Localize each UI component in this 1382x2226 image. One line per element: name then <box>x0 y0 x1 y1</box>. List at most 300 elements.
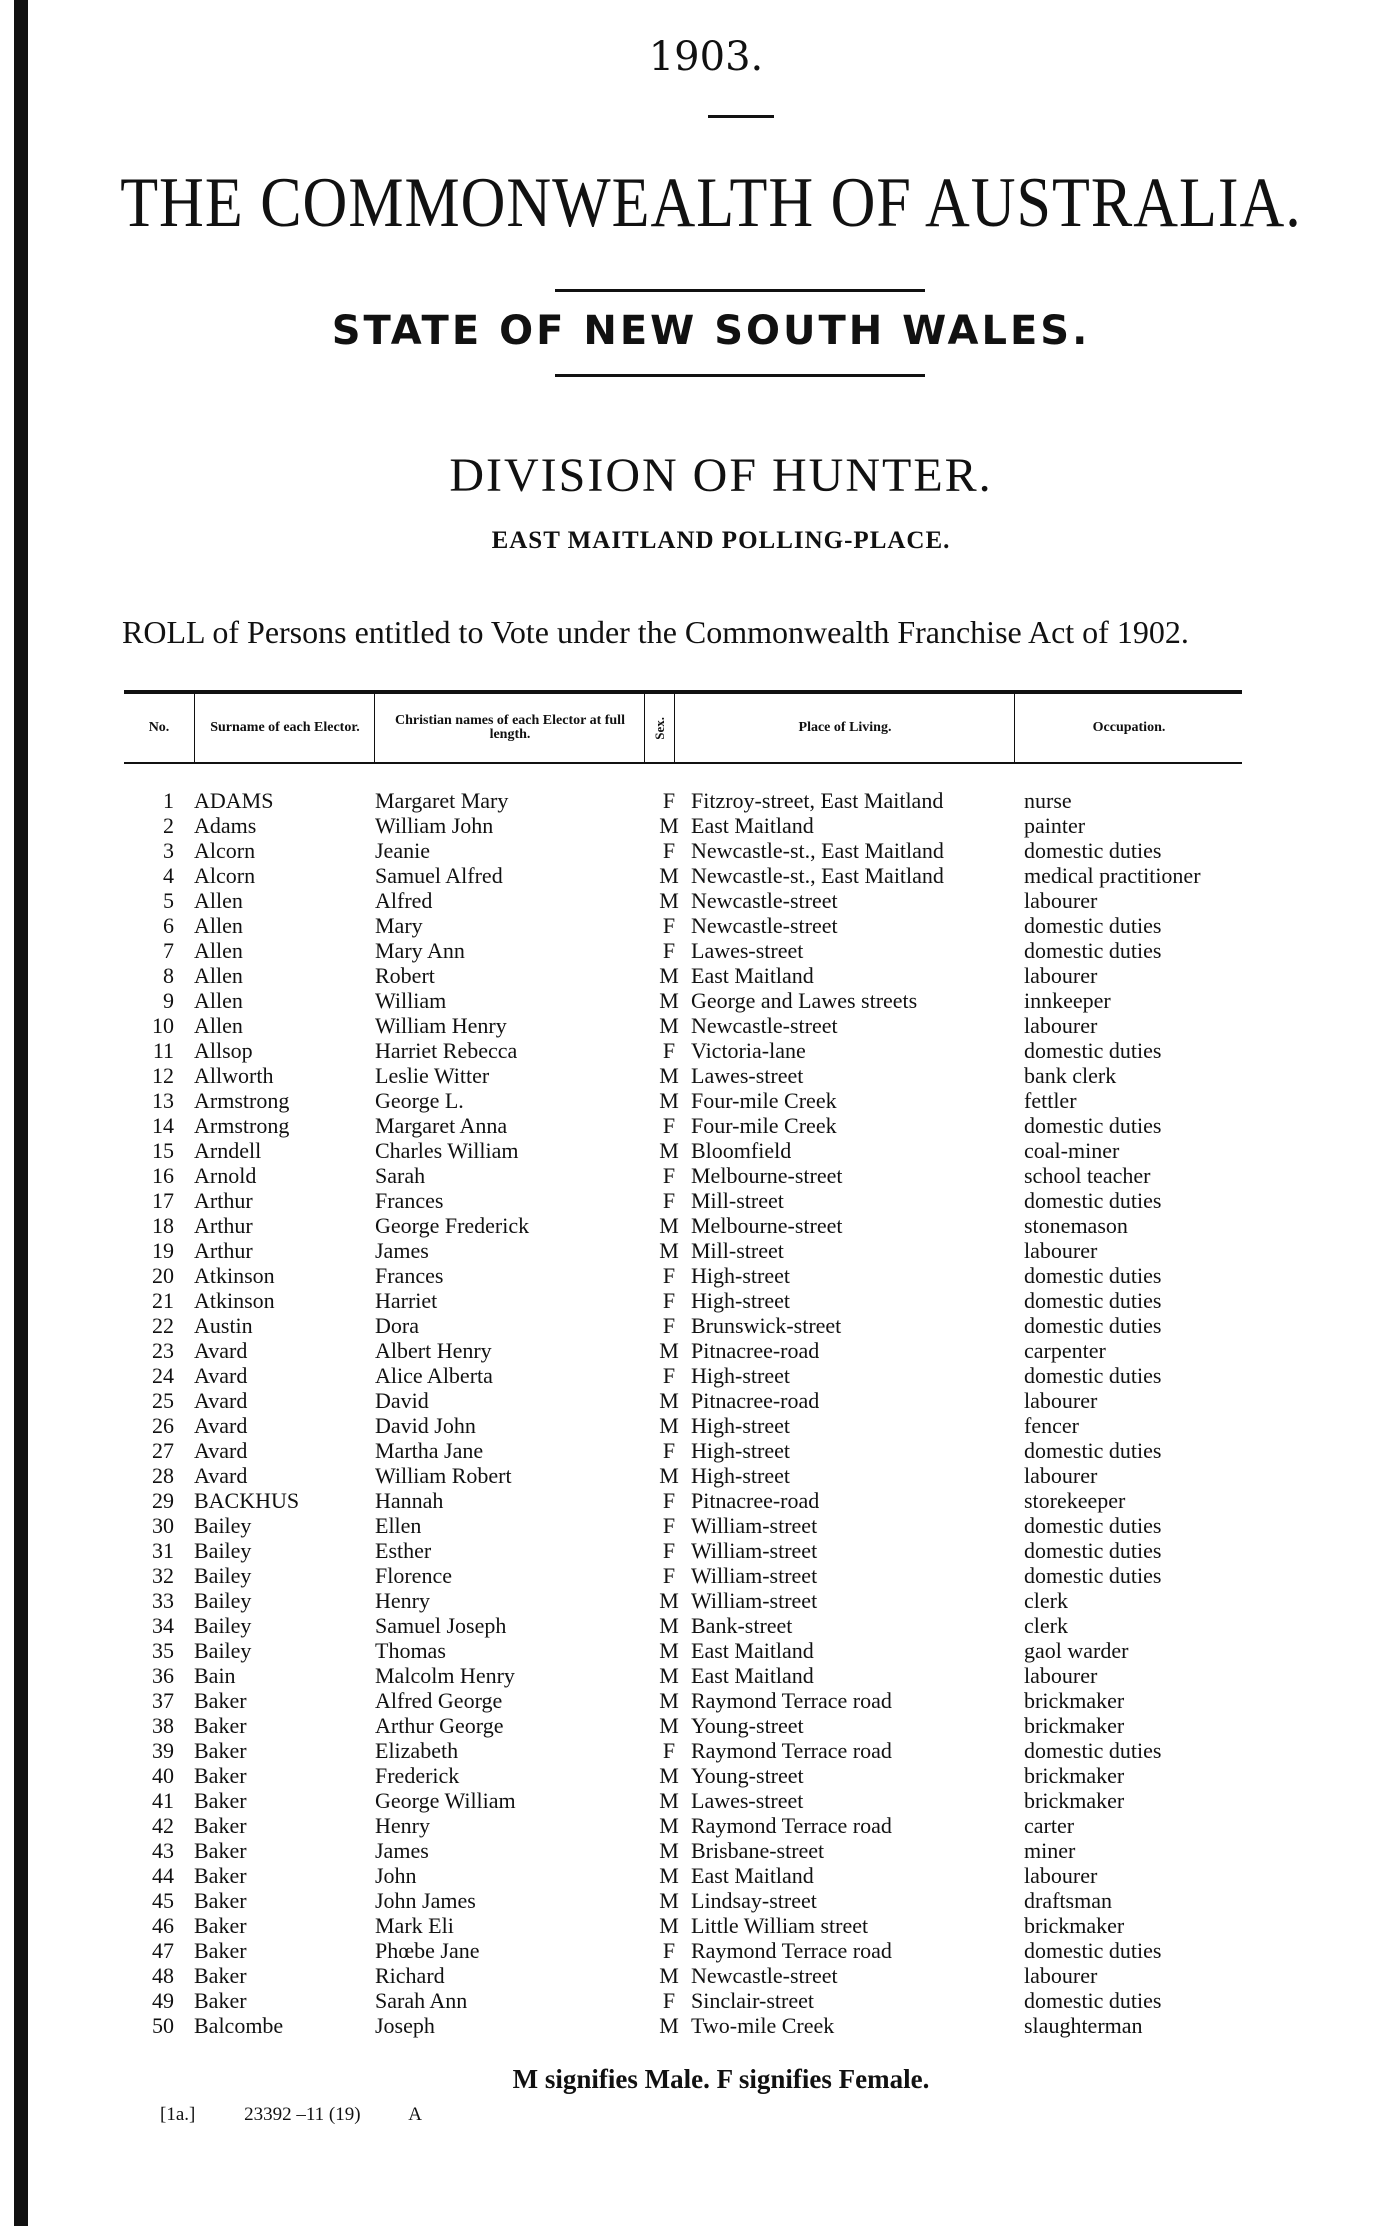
table-row <box>124 1263 1324 1288</box>
table-row <box>124 1663 1324 1688</box>
elector-christian-names: George William <box>375 1788 516 1813</box>
table-row <box>124 1488 1324 1513</box>
elector-place: Brunswick-street <box>691 1313 842 1338</box>
elector-place: Raymond Terrace road <box>691 1938 892 1963</box>
elector-christian-names: Mary <box>375 913 423 938</box>
elector-occupation: storekeeper <box>1024 1488 1126 1513</box>
elector-sex: M <box>659 1863 679 1888</box>
page-title: THE COMMONWEALTH OF AUSTRALIA. <box>120 163 1302 243</box>
elector-sex: F <box>662 1438 676 1463</box>
table-row <box>124 863 1324 888</box>
elector-occupation: clerk <box>1024 1613 1068 1638</box>
elector-occupation: miner <box>1024 1838 1076 1863</box>
elector-place: Bloomfield <box>691 1138 792 1163</box>
elector-surname: Allen <box>194 988 243 1013</box>
column-header-christian-names: Christian names of each Elector at full length. <box>374 694 645 762</box>
elector-christian-names: Joseph <box>375 2013 435 2038</box>
elector-number: 23 <box>152 1338 174 1363</box>
elector-occupation: domestic duties <box>1024 1263 1162 1288</box>
elector-number: 19 <box>152 1238 174 1263</box>
elector-sex: F <box>662 938 676 963</box>
elector-christian-names: George Frederick <box>375 1213 530 1238</box>
elector-christian-names: Jeanie <box>375 838 430 863</box>
elector-sex: F <box>662 1363 676 1388</box>
elector-place: East Maitland <box>691 813 814 838</box>
elector-place: Newcastle-street <box>691 1963 838 1988</box>
column-header-sex-cell <box>644 694 675 762</box>
elector-sex: M <box>659 1838 679 1863</box>
print-ref: [1a.] <box>160 2104 196 2125</box>
elector-sex: M <box>659 1963 679 1988</box>
elector-christian-names: Elizabeth <box>375 1738 459 1763</box>
elector-surname: Allen <box>194 888 243 913</box>
elector-surname: Arnold <box>194 1163 257 1188</box>
elector-occupation: school teacher <box>1024 1163 1151 1188</box>
elector-christian-names: William John <box>375 813 494 838</box>
elector-occupation: domestic duties <box>1024 1188 1162 1213</box>
elector-surname: Avard <box>194 1438 248 1463</box>
elector-place: Newcastle-st., East Maitland <box>691 838 944 863</box>
table-row <box>124 1713 1324 1738</box>
elector-occupation: domestic duties <box>1024 938 1162 963</box>
elector-surname: Bailey <box>194 1638 252 1663</box>
column-header-occupation: Occupation. <box>1014 694 1243 762</box>
elector-place: Bank-street <box>691 1613 793 1638</box>
table-row <box>124 963 1324 988</box>
elector-christian-names: Arthur George <box>375 1713 504 1738</box>
elector-christian-names: David <box>375 1388 429 1413</box>
elector-place: Young-street <box>691 1763 804 1788</box>
elector-surname: Bailey <box>194 1538 252 1563</box>
elector-sex: F <box>662 1938 676 1963</box>
elector-sex: M <box>659 1463 679 1488</box>
elector-sex: F <box>662 913 676 938</box>
elector-sex: F <box>662 838 676 863</box>
elector-surname: Allworth <box>194 1063 274 1088</box>
elector-place: William-street <box>691 1513 818 1538</box>
elector-occupation: coal-miner <box>1024 1138 1120 1163</box>
elector-sex: F <box>662 1288 676 1313</box>
elector-surname: Arthur <box>194 1238 253 1263</box>
elector-christian-names: John James <box>375 1888 476 1913</box>
table-row <box>124 1838 1324 1863</box>
table-row <box>124 1738 1324 1763</box>
sex-legend: M signifies Male. F signifies Female. <box>512 2064 930 2094</box>
elector-place: Pitnacree-road <box>691 1388 820 1413</box>
elector-christian-names: Samuel Joseph <box>375 1613 507 1638</box>
elector-surname: Baker <box>194 1988 247 2013</box>
elector-surname: Atkinson <box>194 1263 275 1288</box>
elector-place: Raymond Terrace road <box>691 1813 892 1838</box>
elector-christian-names: Henry <box>375 1588 430 1613</box>
elector-number: 36 <box>152 1663 174 1688</box>
elector-number: 41 <box>152 1788 174 1813</box>
elector-surname: Arndell <box>194 1138 262 1163</box>
elector-number: 16 <box>152 1163 174 1188</box>
elector-christian-names: Hannah <box>375 1488 444 1513</box>
elector-christian-names: Sarah Ann <box>375 1988 468 2013</box>
elector-surname: Adams <box>194 813 257 838</box>
elector-christian-names: David John <box>375 1413 476 1438</box>
elector-place: Two-mile Creek <box>691 2013 835 2038</box>
elector-place: Newcastle-street <box>691 888 838 913</box>
elector-number: 17 <box>152 1188 174 1213</box>
elector-place: Four-mile Creek <box>691 1113 837 1138</box>
elector-number: 34 <box>152 1613 174 1638</box>
elector-sex: M <box>659 1663 679 1688</box>
elector-surname: Baker <box>194 1788 247 1813</box>
elector-place: Pitnacree-road <box>691 1338 820 1363</box>
elector-number: 49 <box>152 1988 174 2013</box>
elector-sex: M <box>659 888 679 913</box>
elector-number: 9 <box>163 988 174 1013</box>
elector-occupation: fencer <box>1024 1413 1079 1438</box>
elector-christian-names: Harriet Rebecca <box>375 1038 518 1063</box>
elector-occupation: brickmaker <box>1024 1913 1125 1938</box>
table-row <box>124 1163 1324 1188</box>
elector-surname: BACKHUS <box>194 1488 300 1513</box>
elector-christian-names: Samuel Alfred <box>375 863 503 888</box>
elector-sex: F <box>662 1738 676 1763</box>
elector-surname: Avard <box>194 1363 248 1388</box>
elector-sex: M <box>659 1763 679 1788</box>
elector-number: 50 <box>152 2013 174 2038</box>
table-row <box>124 1213 1324 1238</box>
elector-surname: Allsop <box>194 1038 253 1063</box>
elector-christian-names: Harriet <box>375 1288 438 1313</box>
elector-number: 27 <box>152 1438 174 1463</box>
elector-occupation: labourer <box>1024 1013 1098 1038</box>
elector-occupation: domestic duties <box>1024 1938 1162 1963</box>
elector-surname: Bailey <box>194 1513 252 1538</box>
print-letter: A <box>408 2104 422 2125</box>
elector-sex: M <box>659 1888 679 1913</box>
elector-christian-names: Richard <box>375 1963 445 1988</box>
elector-occupation: stonemason <box>1024 1213 1128 1238</box>
elector-occupation: domestic duties <box>1024 1313 1162 1338</box>
elector-place: Little William street <box>691 1913 869 1938</box>
elector-occupation: labourer <box>1024 1463 1098 1488</box>
elector-sex: M <box>659 1213 679 1238</box>
elector-occupation: labourer <box>1024 1863 1098 1888</box>
elector-surname: Allen <box>194 938 243 963</box>
elector-place: Sinclair-street <box>691 1988 814 2013</box>
elector-occupation: painter <box>1024 813 1086 838</box>
elector-place: Brisbane-street <box>691 1838 825 1863</box>
elector-number: 26 <box>152 1413 174 1438</box>
elector-christian-names: Robert <box>375 963 435 988</box>
table-row <box>124 1813 1324 1838</box>
elector-number: 31 <box>152 1538 174 1563</box>
table-row <box>124 888 1324 913</box>
table-row <box>124 1988 1324 2013</box>
table-row <box>124 938 1324 963</box>
table-row <box>124 1538 1324 1563</box>
elector-sex: M <box>659 1088 679 1113</box>
elector-sex: F <box>662 1113 676 1138</box>
elector-number: 33 <box>152 1588 174 1613</box>
elector-christian-names: James <box>375 1238 429 1263</box>
elector-occupation: labourer <box>1024 963 1098 988</box>
table-row <box>124 1763 1324 1788</box>
elector-sex: M <box>659 1588 679 1613</box>
elector-surname: Avard <box>194 1413 248 1438</box>
elector-number: 3 <box>163 838 174 863</box>
elector-surname: Alcorn <box>194 838 256 863</box>
column-header-sex: Sex. <box>652 716 667 740</box>
elector-occupation: domestic duties <box>1024 1988 1162 2013</box>
elector-occupation: slaughterman <box>1024 2013 1143 2038</box>
elector-place: Young-street <box>691 1713 804 1738</box>
table-row <box>124 1963 1324 1988</box>
elector-occupation: nurse <box>1024 788 1072 813</box>
table-row <box>124 1038 1324 1063</box>
table-row <box>124 1588 1324 1613</box>
table-row <box>124 1013 1324 1038</box>
column-header-place: Place of Living. <box>674 694 1015 762</box>
elector-list <box>124 788 1324 2038</box>
elector-place: George and Lawes streets <box>691 988 918 1013</box>
elector-occupation: domestic duties <box>1024 1538 1162 1563</box>
divider <box>555 289 925 292</box>
elector-place: William-street <box>691 1588 818 1613</box>
elector-surname: Allen <box>194 913 243 938</box>
table-row <box>124 1513 1324 1538</box>
table-row <box>124 1563 1324 1588</box>
elector-surname: Bailey <box>194 1613 252 1638</box>
elector-sex: M <box>659 1788 679 1813</box>
elector-sex: M <box>659 863 679 888</box>
elector-surname: Bain <box>194 1663 236 1688</box>
elector-christian-names: James <box>375 1838 429 1863</box>
roll-year: 1903. <box>648 34 764 80</box>
elector-number: 37 <box>152 1688 174 1713</box>
elector-occupation: domestic duties <box>1024 1513 1162 1538</box>
elector-sex: M <box>659 988 679 1013</box>
elector-number: 13 <box>152 1088 174 1113</box>
elector-christian-names: Phœbe Jane <box>375 1938 480 1963</box>
elector-christian-names: Florence <box>375 1563 452 1588</box>
elector-place: High-street <box>691 1463 790 1488</box>
elector-place: Lawes-street <box>691 938 804 963</box>
elector-occupation: brickmaker <box>1024 1688 1125 1713</box>
elector-occupation: brickmaker <box>1024 1788 1125 1813</box>
elector-occupation: carpenter <box>1024 1338 1106 1363</box>
elector-christian-names: William Robert <box>375 1463 512 1488</box>
elector-place: East Maitland <box>691 1638 814 1663</box>
elector-surname: Austin <box>194 1313 253 1338</box>
elector-surname: Avard <box>194 1463 248 1488</box>
elector-occupation: innkeeper <box>1024 988 1111 1013</box>
elector-sex: M <box>659 1913 679 1938</box>
elector-surname: Allen <box>194 1013 243 1038</box>
elector-surname: Allen <box>194 963 243 988</box>
elector-occupation: labourer <box>1024 1238 1098 1263</box>
elector-place: High-street <box>691 1438 790 1463</box>
elector-christian-names: Frances <box>375 1263 444 1288</box>
table-row <box>124 1888 1324 1913</box>
elector-number: 45 <box>152 1888 174 1913</box>
elector-sex: F <box>662 1513 676 1538</box>
table-row <box>124 1913 1324 1938</box>
elector-sex: F <box>662 1163 676 1188</box>
elector-surname: Baker <box>194 1738 247 1763</box>
elector-surname: Avard <box>194 1338 248 1363</box>
elector-number: 44 <box>152 1863 174 1888</box>
elector-christian-names: Ellen <box>375 1513 422 1538</box>
elector-place: Four-mile Creek <box>691 1088 837 1113</box>
elector-christian-names: Margaret Mary <box>375 788 509 813</box>
table-row <box>124 838 1324 863</box>
table-row <box>124 1113 1324 1138</box>
elector-number: 38 <box>152 1713 174 1738</box>
elector-christian-names: Henry <box>375 1813 430 1838</box>
table-row <box>124 2013 1324 2038</box>
table-row <box>124 1238 1324 1263</box>
elector-occupation: bank clerk <box>1024 1063 1117 1088</box>
elector-surname: Baker <box>194 1713 247 1738</box>
elector-occupation: fettler <box>1024 1088 1077 1113</box>
elector-christian-names: Albert Henry <box>375 1338 492 1363</box>
elector-place: William-street <box>691 1538 818 1563</box>
elector-occupation: labourer <box>1024 1388 1098 1413</box>
column-header-no: No. <box>148 720 170 735</box>
table-row <box>124 1313 1324 1338</box>
table-row <box>124 813 1324 838</box>
elector-surname: Baker <box>194 1963 247 1988</box>
table-row <box>124 1863 1324 1888</box>
elector-place: East Maitland <box>691 963 814 988</box>
elector-surname: Baker <box>194 1938 247 1963</box>
printer-reference <box>160 2104 466 2126</box>
elector-place: East Maitland <box>691 1863 814 1888</box>
elector-surname: Balcombe <box>194 2013 284 2038</box>
elector-place: High-street <box>691 1413 790 1438</box>
elector-christian-names: Dora <box>375 1313 419 1338</box>
elector-sex: M <box>659 1338 679 1363</box>
elector-sex: F <box>662 1563 676 1588</box>
elector-occupation: medical practitioner <box>1024 863 1201 888</box>
elector-sex: F <box>662 1988 676 2013</box>
elector-surname: Bailey <box>194 1563 252 1588</box>
elector-number: 21 <box>152 1288 174 1313</box>
table-row <box>124 1188 1324 1213</box>
elector-number: 29 <box>152 1488 174 1513</box>
elector-surname: Bailey <box>194 1588 252 1613</box>
elector-surname: Baker <box>194 1688 247 1713</box>
elector-sex: M <box>659 1238 679 1263</box>
divider <box>708 115 774 118</box>
state-heading: STATE OF NEW SOUTH WALES. <box>331 308 1091 354</box>
table-row <box>124 1138 1324 1163</box>
elector-sex: M <box>659 1713 679 1738</box>
elector-christian-names: Margaret Anna <box>375 1113 508 1138</box>
elector-sex: M <box>659 1688 679 1713</box>
elector-surname: Armstrong <box>194 1113 290 1138</box>
elector-christian-names: Thomas <box>375 1638 446 1663</box>
elector-sex: F <box>662 1313 676 1338</box>
elector-sex: M <box>659 1013 679 1038</box>
elector-christian-names: Alfred George <box>375 1688 503 1713</box>
polling-place-heading: EAST MAITLAND POLLING-PLACE. <box>491 527 951 554</box>
elector-sex: M <box>659 1138 679 1163</box>
elector-number: 47 <box>152 1938 174 1963</box>
table-row <box>124 1088 1324 1113</box>
table-row <box>124 1388 1324 1413</box>
elector-occupation: gaol warder <box>1024 1638 1129 1663</box>
elector-christian-names: Esther <box>375 1538 432 1563</box>
elector-place: William-street <box>691 1563 818 1588</box>
elector-sex: F <box>662 1038 676 1063</box>
print-code: 23392 –11 (19) <box>244 2104 361 2125</box>
elector-occupation: clerk <box>1024 1588 1068 1613</box>
elector-sex: M <box>659 1613 679 1638</box>
table-row <box>124 1363 1324 1388</box>
table-row <box>124 1788 1324 1813</box>
elector-christian-names: Martha Jane <box>375 1438 484 1463</box>
elector-place: Lindsay-street <box>691 1888 817 1913</box>
elector-occupation: domestic duties <box>1024 1438 1162 1463</box>
elector-sex: M <box>659 963 679 988</box>
elector-christian-names: Alfred <box>375 888 433 913</box>
elector-place: Newcastle-street <box>691 913 838 938</box>
elector-sex: M <box>659 2013 679 2038</box>
elector-surname: Arthur <box>194 1188 253 1213</box>
elector-number: 4 <box>163 863 174 888</box>
elector-surname: Alcorn <box>194 863 256 888</box>
elector-number: 20 <box>152 1263 174 1288</box>
elector-christian-names: John <box>375 1863 417 1888</box>
elector-place: Newcastle-street <box>691 1013 838 1038</box>
table-row <box>124 1338 1324 1363</box>
elector-christian-names: Malcolm Henry <box>375 1663 515 1688</box>
elector-place: High-street <box>691 1288 790 1313</box>
elector-sex: M <box>659 1813 679 1838</box>
divider <box>555 374 925 377</box>
elector-number: 39 <box>152 1738 174 1763</box>
elector-surname: Baker <box>194 1888 247 1913</box>
elector-occupation: domestic duties <box>1024 838 1162 863</box>
elector-number: 15 <box>152 1138 174 1163</box>
elector-place: Mill-street <box>691 1238 784 1263</box>
elector-surname: Baker <box>194 1863 247 1888</box>
elector-occupation: draftsman <box>1024 1888 1112 1913</box>
elector-christian-names: William Henry <box>375 1013 507 1038</box>
elector-place: Victoria-lane <box>691 1038 806 1063</box>
elector-number: 12 <box>152 1063 174 1088</box>
elector-occupation: domestic duties <box>1024 1038 1162 1063</box>
elector-christian-names: George L. <box>375 1088 464 1113</box>
elector-number: 48 <box>152 1963 174 1988</box>
elector-christian-names: Alice Alberta <box>375 1363 493 1388</box>
elector-occupation: labourer <box>1024 1963 1098 1988</box>
elector-surname: Arthur <box>194 1213 253 1238</box>
roll-description: ROLL of Persons entitled to Vote under the Commonwealth Franchise Act of 1902. <box>122 614 1189 650</box>
elector-surname: Avard <box>194 1388 248 1413</box>
elector-surname: Atkinson <box>194 1288 275 1313</box>
table-row <box>124 988 1324 1013</box>
elector-occupation: domestic duties <box>1024 1738 1162 1763</box>
elector-occupation: domestic duties <box>1024 1113 1162 1138</box>
table-row <box>124 1463 1324 1488</box>
elector-place: Melbourne-street <box>691 1213 843 1238</box>
table-row <box>124 913 1324 938</box>
elector-place: High-street <box>691 1363 790 1388</box>
table-row <box>124 1413 1324 1438</box>
elector-occupation: brickmaker <box>1024 1763 1125 1788</box>
elector-sex: F <box>662 788 676 813</box>
elector-christian-names: Sarah <box>375 1163 426 1188</box>
